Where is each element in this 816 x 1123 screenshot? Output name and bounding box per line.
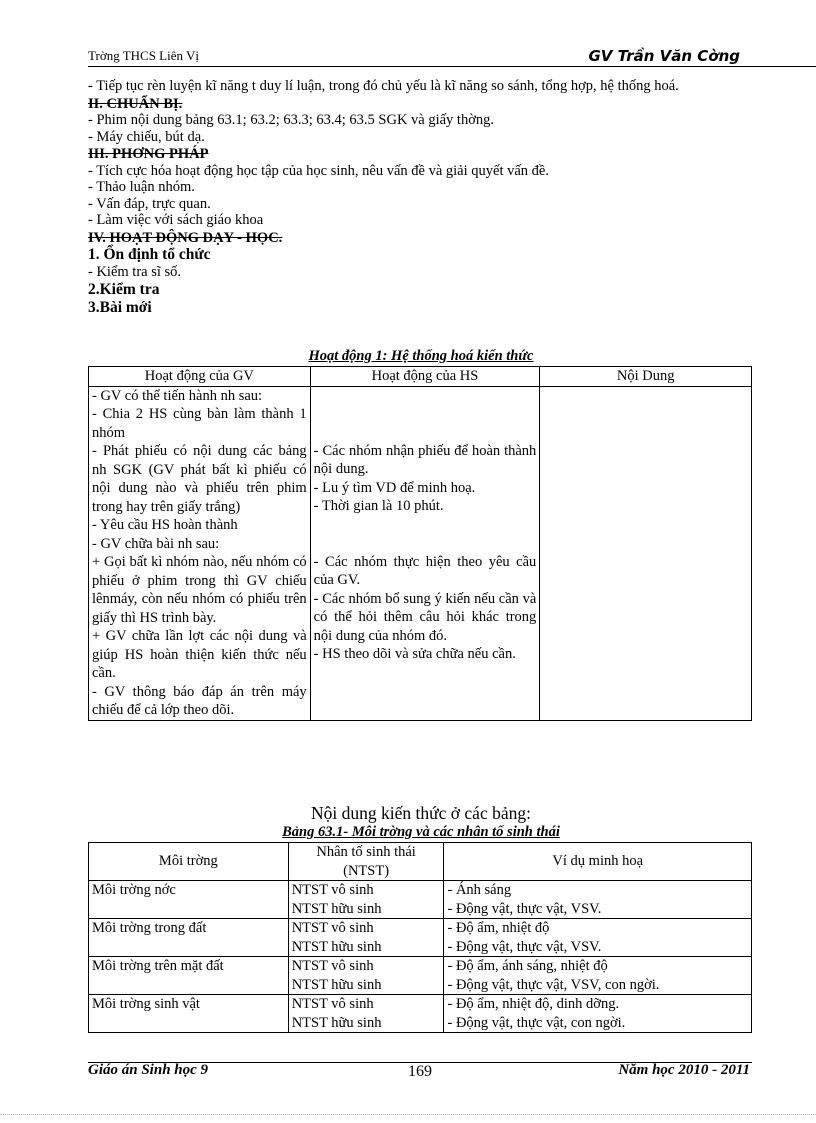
- table-row: [89, 995, 752, 1033]
- example-abiotic: - Độ ẩm, ánh sáng, nhiệt độ: [447, 958, 608, 974]
- page-edge-divider: [0, 1114, 816, 1115]
- factor-biotic: NTST hữu sinh: [291, 976, 382, 993]
- activity-table-header-hs: Hoạt động của HS: [310, 367, 540, 387]
- gv-line: - GV chữa bài nh sau:: [92, 535, 220, 552]
- header-school: Trờng THCS Liên Vị: [88, 48, 200, 63]
- factor-cell: [288, 957, 444, 995]
- example-cell: [444, 881, 752, 919]
- gv-line: + GV chữa lần lợt các nội dung và giúp HS hoàn thiện kiến thức nếu cần.: [92, 628, 307, 681]
- intro-text: - Tiếp tục rèn luyện kĩ năng t duy lí luận, trong đó chủ yếu là kĩ năng so sánh, tổng hợp, hệ thống hoá.: [88, 78, 679, 94]
- step-1-item: - Kiểm tra sĩ số.: [88, 264, 182, 280]
- example-cell: [444, 957, 752, 995]
- example-cell: [444, 919, 752, 957]
- hs-line: - HS theo dõi và sửa chữa nếu cần.: [313, 646, 516, 662]
- header-rule: [88, 66, 816, 67]
- hs-line: - Thời gian là 10 phút.: [313, 498, 444, 514]
- gv-line: - Chia 2 HS cùng bàn làm thành 1 nhóm: [92, 406, 307, 441]
- factor-biotic: NTST hữu sinh: [291, 1014, 382, 1031]
- example-biotic: - Động vật, thực vật, con ngời.: [447, 1014, 626, 1031]
- activity-table: [88, 366, 752, 721]
- page-number: 169: [408, 1063, 432, 1080]
- environment-table: [88, 842, 752, 1033]
- gv-activity-cell: [89, 386, 311, 720]
- example-abiotic: - Ánh sáng: [447, 882, 512, 898]
- content-cell: [540, 386, 752, 720]
- factor-abiotic: NTST vô sinh: [291, 996, 374, 1012]
- hs-line: - Lu ý tìm VD để minh hoạ.: [313, 479, 476, 496]
- gv-line: + Gọi bất kì nhóm nào, nếu nhóm có phiếu ở phim trong thì GV chiếu lênmáy, còn nếu nhóm có phiếu trên giấy thì HS trình bày.: [92, 554, 307, 626]
- activity-table-header-content: Nội Dung: [540, 367, 752, 387]
- factor-biotic: NTST hữu sinh: [291, 938, 382, 955]
- spacer: [314, 516, 537, 553]
- step-3-title: 3.Bài mới: [88, 298, 152, 316]
- example-cell: [444, 995, 752, 1033]
- step-1-title: 1. Ổn định tổ chức: [88, 246, 211, 263]
- env-cell: Môi trờng trên mặt đất: [89, 957, 289, 995]
- lesson-body: [88, 78, 754, 317]
- table-row: [89, 919, 752, 957]
- method-item: - Thảo luận nhóm.: [88, 179, 195, 195]
- method-item: - Vấn đáp, trực quan.: [88, 195, 211, 212]
- example-biotic: - Động vật, thực vật, VSV.: [447, 938, 602, 955]
- step-2-title: 2.Kiểm tra: [88, 280, 160, 298]
- gv-line: - GV có thể tiến hành nh sau:: [92, 387, 263, 404]
- example-abiotic: - Độ ẩm, nhiệt độ: [447, 920, 550, 936]
- section-prep-title: II. CHUẨN BỊ.: [88, 95, 183, 112]
- env-cell: Môi trờng sinh vật: [89, 995, 289, 1033]
- hs-line: - Các nhóm bổ sung ý kiến nếu cần và có thể hỏi thêm câu hỏi khác trong nội dung của nhóm đó.: [313, 590, 537, 644]
- header-teacher: GV Trần Văn Cờng: [588, 47, 740, 65]
- factor-abiotic: NTST vô sinh: [291, 958, 374, 974]
- method-item: - Làm việc với sách giáo khoa: [88, 212, 264, 228]
- section-activity-title: IV. HOẠT ĐỘNG DẠY - HỌC.: [88, 229, 283, 246]
- env-table-header-factor: Nhân tố sinh thái (NTST): [288, 843, 444, 881]
- gv-line: - GV thông báo đáp án trên máy chiếu để cả lớp theo dõi.: [92, 683, 307, 718]
- method-item: - Tích cực hóa hoạt động học tập của học sinh, nêu vấn đề và giải quyết vấn đề.: [88, 162, 549, 179]
- factor-biotic: NTST hữu sinh: [291, 900, 382, 917]
- table-row: [89, 957, 752, 995]
- factor-abiotic: NTST vô sinh: [291, 882, 374, 898]
- example-biotic: - Động vật, thực vật, VSV, con ngời.: [447, 976, 660, 993]
- env-cell: Môi trờng nớc: [89, 881, 289, 919]
- footer-right: Năm học 2010 - 2011: [618, 1062, 750, 1078]
- prep-item: - Máy chiếu, bút dạ.: [88, 128, 205, 145]
- factor-cell: [288, 881, 444, 919]
- factor-cell: [288, 995, 444, 1033]
- factor-abiotic: NTST vô sinh: [291, 920, 374, 936]
- gv-line: - Yêu cầu HS hoàn thành: [92, 517, 238, 533]
- activity-table-header-gv: Hoạt động của GV: [89, 367, 311, 387]
- footer-left: Giáo án Sinh học 9: [88, 1062, 209, 1078]
- example-biotic: - Động vật, thực vật, VSV.: [447, 900, 602, 917]
- gv-line: - Phát phiếu có nội dung các bảng nh SGK (GV phát bất kì phiếu có nội dung nào và phiếu trên phim trong hay trên giấy trắng): [92, 443, 307, 515]
- table2-caption: Bảng 63.1- Môi trờng và các nhân tố sinh thái: [282, 824, 560, 840]
- section-method-title: III. PHƠNG PHÁP: [88, 146, 209, 162]
- factor-cell: [288, 919, 444, 957]
- spacer: [314, 387, 537, 442]
- knowledge-subtitle: Nội dung kiến thức ở các bảng:: [311, 803, 531, 823]
- hs-line: - Các nhóm nhận phiếu để hoàn thành nội dung.: [313, 442, 537, 477]
- env-table-header-env: Môi trờng: [89, 843, 289, 881]
- prep-item: - Phim nội dung bảng 63.1; 63.2; 63.3; 63.4; 63.5 SGK và giấy thờng.: [88, 112, 495, 128]
- table-row: [89, 881, 752, 919]
- hs-line: - Các nhóm thực hiện theo yêu cầu của GV.: [313, 553, 537, 588]
- env-cell: Môi trờng trong đất: [89, 919, 289, 957]
- example-abiotic: - Độ ẩm, nhiệt độ, dinh dỡng.: [447, 996, 620, 1012]
- hs-activity-cell: [310, 386, 540, 720]
- env-table-header-example: Ví dụ minh hoạ: [444, 843, 752, 881]
- table1-caption: Hoạt động 1: Hệ thống hoá kiến thức: [308, 348, 534, 364]
